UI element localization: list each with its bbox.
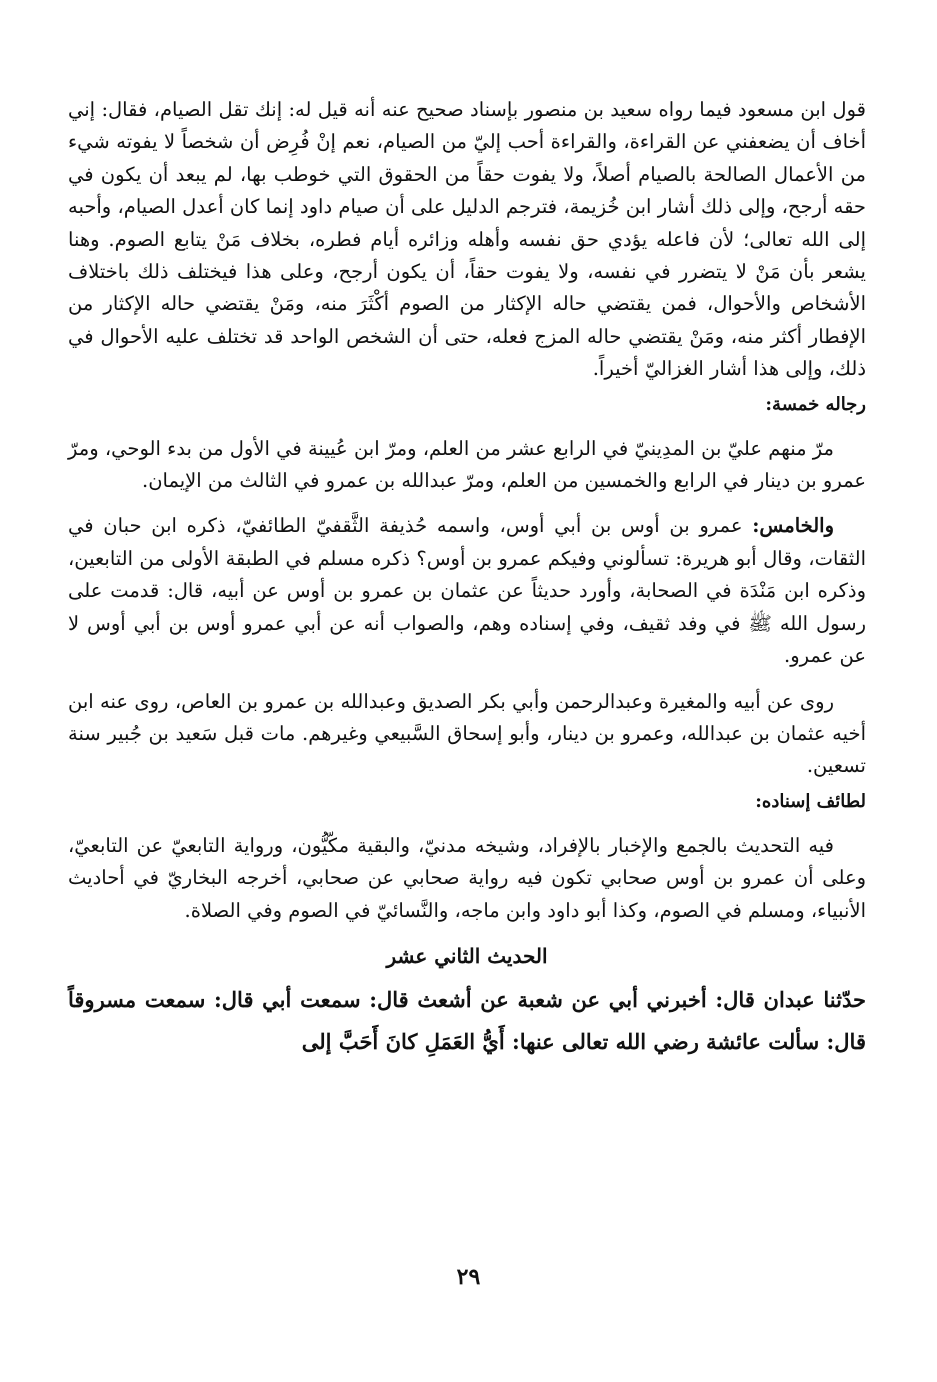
narrators-paragraph: مرّ منهم عليّ بن المدِينيّ في الرابع عشر من العلم، ومرّ ابن عُيينة في الأول من بدء الوحي، ومرّ عمرو بن دينار في الرابع والخمسين من العلم، ومرّ عبدالله بن عمرو في الثالث من الإيمان. [68, 436, 866, 493]
section-heading-lataif: لطائف إسناده: [755, 790, 866, 812]
riwaya-paragraph: روى عن أبيه والمغيرة وعبدالرحمن وأبي بكر الصديق وعبدالله بن عمرو بن العاص، روى عنه ابن أخيه عثمان بن عبدالله، وعمرو بن دينار، وأبو إسحاق السَّبيعي وغيرهم. مات قبل سَعيد بن جُبير سنة تسعين. [68, 689, 866, 778]
commentary-paragraph: قول ابن مسعود فيما رواه سعيد بن منصور بإسناد صحيح عنه أنه قيل له: إنك تقل الصيام، فقال: إني أخاف أن يضعفني عن القراءة، والقراءة أحب إليّ من الصيام، نعم إنْ فُرِض أن شخصاً لا يفوته شيء من الأعمال الصالحة بالصيام أصلاً، ولا يفوت حقاً من الحقوق التي خوطب بها، لم يبعد أن يكون في حقه أرجح، وإلى ذلك أشار ابن خُزيمة، فترجم الدليل على أن صيام داود إنما كان أعدل الصيام، وأحبه إلى الله تعالى؛ لأن فاعله يؤدي حق نفسه وأهله وزائره أيام فطره، بخلاف مَنْ يتابع الصوم. وهنا يشعر بأن مَنْ لا يتضرر في نفسه، ولا يفوت حقاً، أن يكون أرجح، وعلى هذا فيختلف ذلك باختلاف الأشخاص والأحوال، فمن يقتضي حاله الإكثار من الصوم أكْثَرَ منه، ومَنْ يقتضي حاله الإكثار من الإفطار أكثر منه، ومَنْ يقتضي حاله المزج فعله، حتى أن الشخص الواحد قد تختلف عليه الأحوال في ذلك، وإلى هذا أشار الغزاليّ أخيراً. [68, 98, 866, 381]
text-column [68, 94, 866, 1063]
page-number: ٢٩ [456, 1264, 481, 1290]
fifth-label: والخامس: [752, 514, 834, 538]
hadith-title: الحديث الثاني عشر [386, 943, 548, 968]
fifth-narrator-text: عمرو بن أوس بن أبي أوس، واسمه حُذيفة الثَّقفيّ الطائفيّ، ذكره ابن حبان في الثقات، وقال أبو هريرة: تسألوني وفيكم عمرو بن أوس؟ ذكره مسلم في الطبقة الأولى من التابعين، وذكره ابن مَنْدَة في الصحابة، وأورد حديثاً عن عثمان بن عمرو بن أوس عن أبيه، قال: قدمت على رسول الله ﷺ في وفد ثقيف، وفي إسناده وهم، والصواب أنه عن أبي عمرو أوس بن أبي أوس لا عن عمرو. [68, 514, 866, 668]
section-heading-rijal: رجاله خمسة: [765, 393, 866, 415]
fifth-narrator-paragraph [68, 510, 866, 672]
hadith-text: حدّثنا عبدان قال: أخبرني أبي عن شعبة عن أشعث قال: سمعت أبي قال: سمعت مسروقاً قال: سألت عائشة رضي الله تعالى عنها: أَيُّ العَمَلِ كانَ أَحَبَّ إلى [68, 986, 866, 1054]
lataif-paragraph: فيه التحديث بالجمع والإخبار بالإفراد، وشيخه مدنيّ، والبقية مكّيُّون، ورواية التابعيّ عن التابعيّ، وعلى أن عمرو بن أوس صحابي تكون فيه رواية صحابي عن صحابي، أخرجه البخاريّ في أحاديث الأنبياء، ومسلم في الصوم، وكذا أبو داود وابن ماجه، والنَّسائيّ في الصوم وفي الصلاة. [68, 833, 866, 922]
